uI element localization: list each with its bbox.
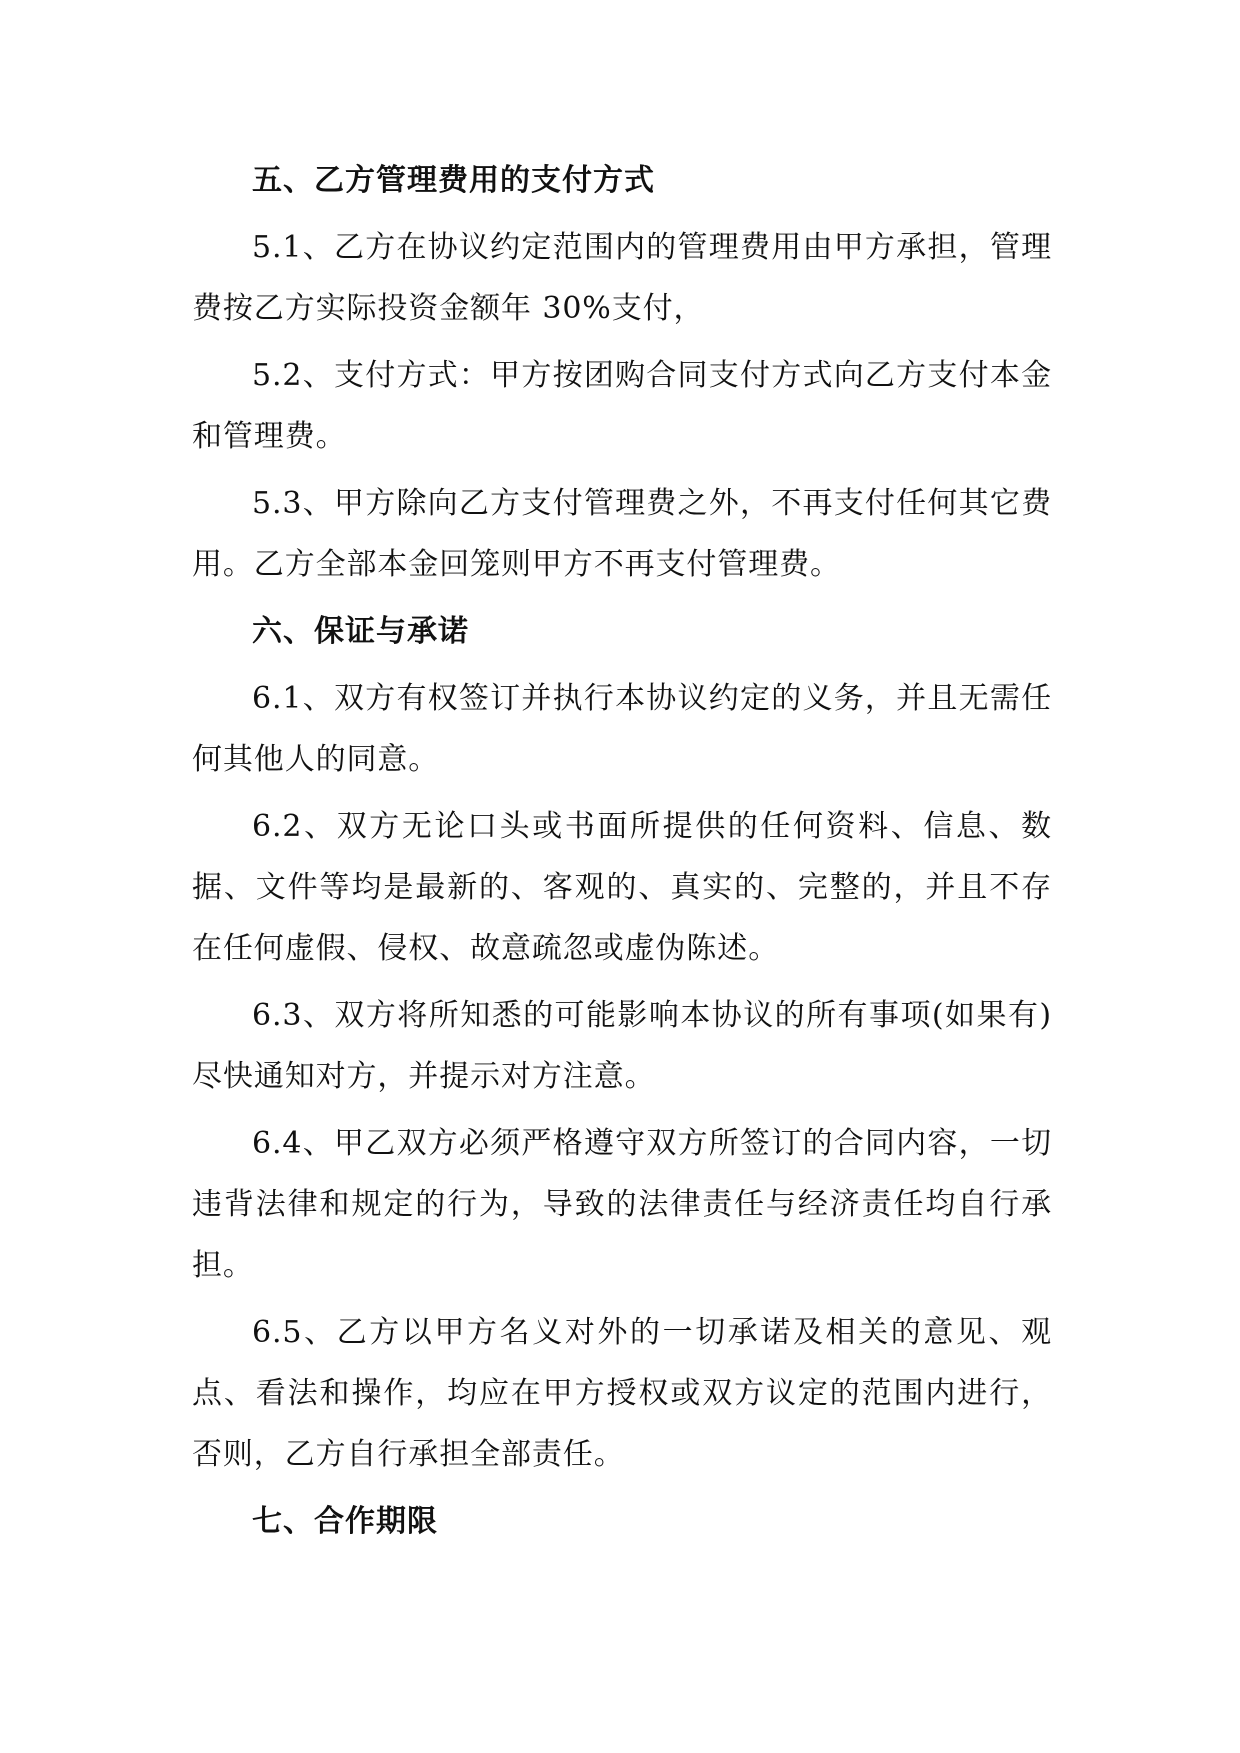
- section-5-heading: 五、乙方管理费用的支付方式: [252, 163, 655, 198]
- clause-6-5: 6.5、乙方以甲方名义对外的一切承诺及相关的意见、观点、看法和操作，均应在甲方授权或双方议定的范围内进行，否则，乙方自行承担全部责任。: [192, 1315, 1052, 1472]
- clause-6-2: 6.2、双方无论口头或书面所提供的任何资料、信息、数据、文件等均是最新的、客观的、真实的、完整的，并且不存在任何虚假、侵权、故意疏忽或虚伪陈述。: [192, 809, 1052, 966]
- section-6-heading: 六、保证与承诺: [252, 614, 469, 649]
- clause-6-1: 6.1、双方有权签订并执行本协议约定的义务，并且无需任何其他人的同意。: [192, 681, 1052, 777]
- clause-5-2: 5.2、支付方式：甲方按团购合同支付方式向乙方支付本金和管理费。: [192, 358, 1052, 454]
- clause-5-1: 5.1、乙方在协议约定范围内的管理费用由甲方承担，管理费按乙方实际投资金额年 30%支付，: [192, 230, 1052, 326]
- clause-6-3: 6.3、双方将所知悉的可能影响本协议的所有事项(如果有)尽快通知对方，并提示对方注意。: [192, 998, 1052, 1094]
- clause-6-4: 6.4、甲乙双方必须严格遵守双方所签订的合同内容，一切违背法律和规定的行为，导致的法律责任与经济责任均自行承担。: [192, 1126, 1052, 1283]
- clause-5-3: 5.3、甲方除向乙方支付管理费之外，不再支付任何其它费用。乙方全部本金回笼则甲方不再支付管理费。: [192, 486, 1052, 582]
- section-7-heading: 七、合作期限: [252, 1504, 438, 1539]
- document-body: [192, 150, 1052, 1552]
